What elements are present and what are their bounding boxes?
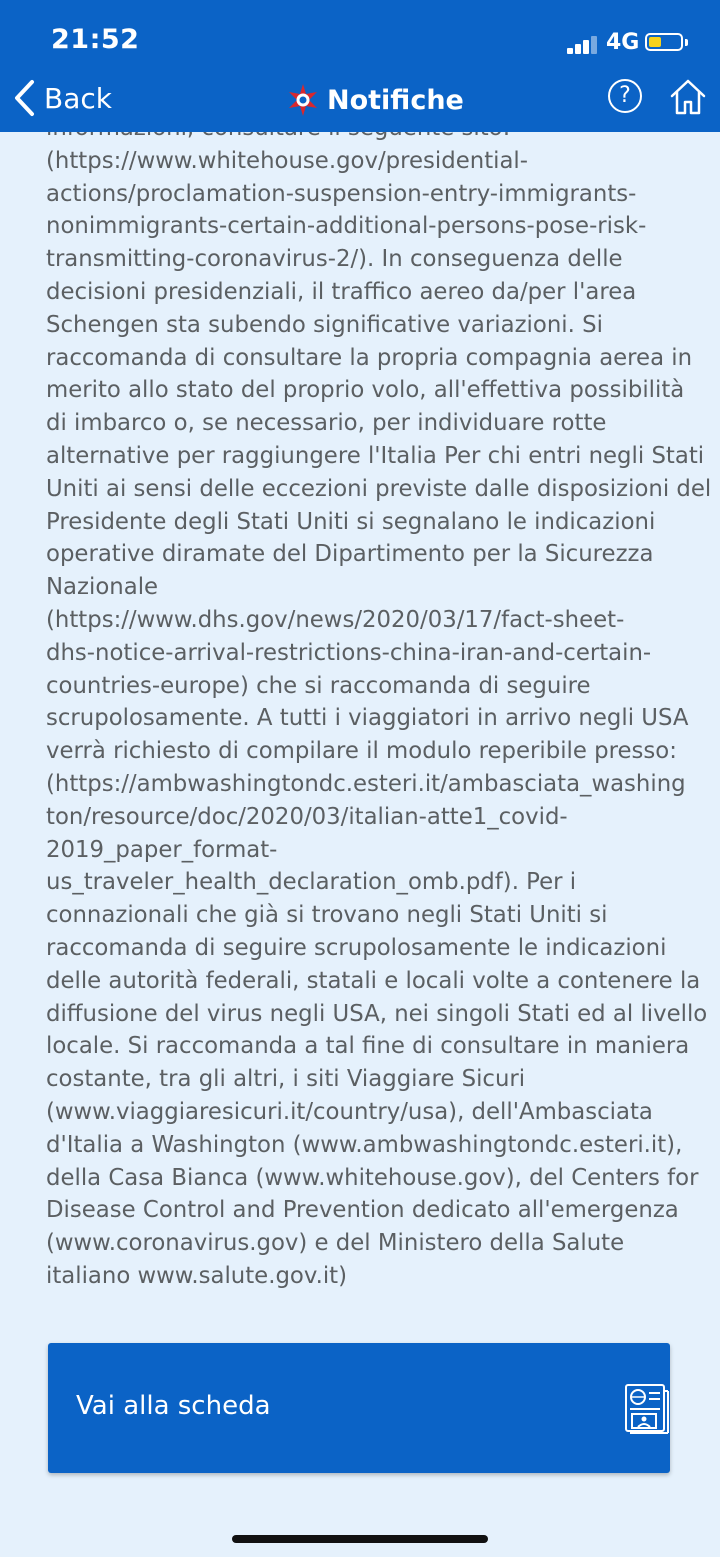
body-line: (www.viaggiaresicuri.it/country/usa), dell'Ambasciata xyxy=(46,1098,653,1125)
body-line: Disease Control and Prevention dedicato all'emergenza xyxy=(46,1197,679,1224)
notification-body xyxy=(46,112,712,1293)
body-line: scrupolosamente. A tutti i viaggiatori in arrivo negli USA xyxy=(46,705,689,732)
body-line: decisioni presidenziali, il traffico aereo da/per l'area xyxy=(46,278,637,305)
back-label: Back xyxy=(44,81,112,115)
document-news-icon xyxy=(618,1383,670,1435)
body-line: raccomanda di seguire scrupolosamente le indicazioni xyxy=(46,934,667,961)
battery-icon xyxy=(645,33,683,51)
body-line: us_traveler_health_declaration_omb.pdf). Per i xyxy=(46,869,577,896)
battery-tip xyxy=(685,39,688,46)
status-time: 21:52 xyxy=(51,24,140,55)
body-line: (www.coronavirus.gov) e del Ministero della Salute xyxy=(46,1230,625,1257)
nav-title-group xyxy=(285,82,464,118)
logo-icon xyxy=(285,82,321,118)
signal-icon xyxy=(567,36,601,54)
back-button[interactable] xyxy=(12,76,112,120)
body-line: 2019_paper_format- xyxy=(46,836,278,863)
body-line: di imbarco o, se necessario, per individuare rotte xyxy=(46,410,607,437)
body-line: (https://ambwashingtondc.esteri.it/ambasciata_washing xyxy=(46,770,686,797)
body-line: delle autorità federali, statali e locali volte a contenere la xyxy=(46,967,701,994)
body-line: Presidente degli Stati Uniti si segnalano le indicazioni xyxy=(46,508,656,535)
open-card-button[interactable] xyxy=(48,1343,670,1473)
body-line: dhs-notice-arrival-restrictions-china-iran-and-certain- xyxy=(46,639,652,666)
status-bar xyxy=(0,0,720,70)
page-title: Notifiche xyxy=(327,84,464,116)
body-line: alternative per raggiungere l'Italia Per chi entri negli Stati xyxy=(46,442,705,469)
body-line: actions/proclamation-suspension-entry-immigrants- xyxy=(46,180,637,207)
body-line: Nazionale xyxy=(46,574,159,601)
body-line: operative diramate del Dipartimento per la Sicurezza xyxy=(46,541,654,568)
body-line: raccomanda di consultare la propria compagnia aerea in xyxy=(46,344,693,371)
body-line: verrà richiesto di compilare il modulo reperibile presso: xyxy=(46,738,677,765)
body-line: italiano www.salute.gov.it) xyxy=(46,1262,348,1289)
body-line: della Casa Bianca (www.whitehouse.gov), del Centers for xyxy=(46,1164,699,1191)
nav-bar xyxy=(0,70,720,132)
open-card-label: Vai alla scheda xyxy=(76,1391,271,1421)
body-line: locale. Si raccomanda a tal fine di consultare in maniera xyxy=(46,1033,690,1060)
body-line: ton/resource/doc/2020/03/italian-atte1_covid- xyxy=(46,803,568,830)
body-line: transmitting-coronavirus-2/). In conseguenza delle xyxy=(46,246,623,273)
body-line: (https://www.whitehouse.gov/presidential- xyxy=(46,147,528,174)
body-line: Schengen sta subendo significative variazioni. Si xyxy=(46,311,603,338)
network-type: 4G xyxy=(606,30,640,55)
body-line: nonimmigrants-certain-additional-persons-pose-risk- xyxy=(46,213,647,240)
body-line: Uniti ai sensi delle eccezioni previste dalle disposizioni del xyxy=(46,475,712,502)
home-icon[interactable] xyxy=(670,78,706,116)
body-line: diffusione del virus negli USA, nei singoli Stati ed al livello xyxy=(46,1000,708,1027)
body-line: (https://www.dhs.gov/news/2020/03/17/fact-sheet- xyxy=(46,606,625,633)
body-line: connazionali che già si trovano negli Stati Uniti si xyxy=(46,902,608,929)
chevron-left-icon xyxy=(12,78,38,118)
body-line: countries-europe) che si raccomanda di seguire xyxy=(46,672,591,699)
help-icon[interactable]: ? xyxy=(608,79,642,113)
body-line: d'Italia a Washington (www.ambwashingtondc.esteri.it), xyxy=(46,1131,683,1158)
home-indicator[interactable] xyxy=(232,1535,488,1543)
body-line: costante, tra gli altri, i siti Viaggiare Sicuri xyxy=(46,1066,526,1093)
body-line: merito allo stato del proprio volo, all'effettiva possibilità xyxy=(46,377,685,404)
